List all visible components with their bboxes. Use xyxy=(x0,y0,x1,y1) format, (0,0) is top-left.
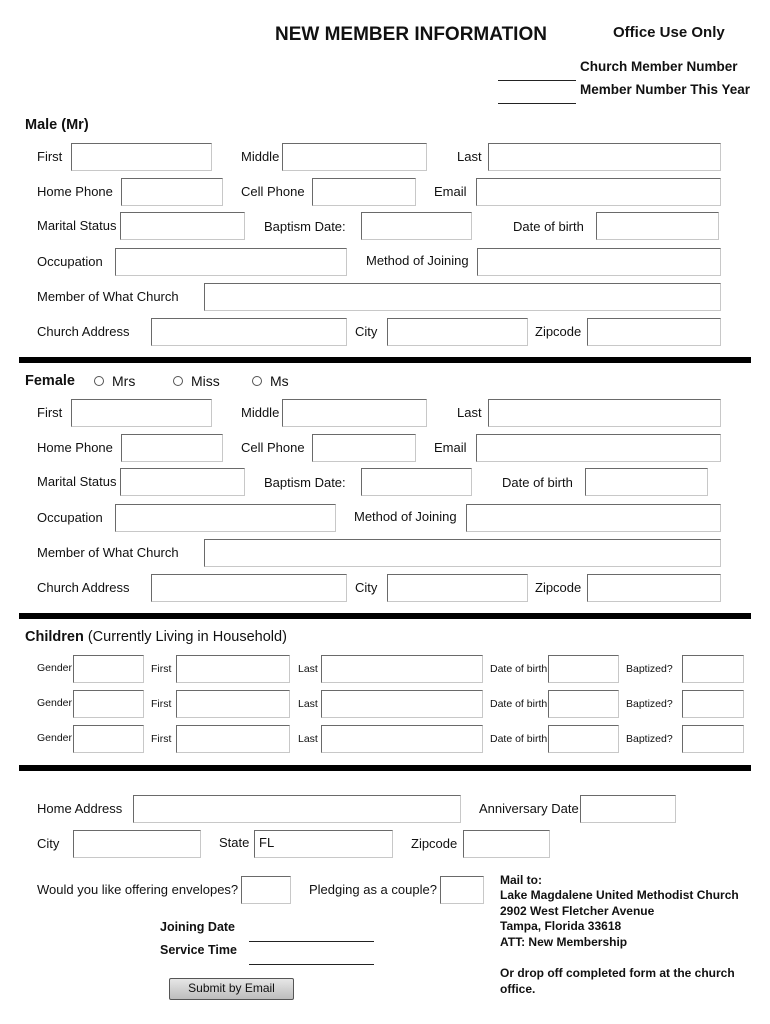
church-member-number-label: Church Member Number xyxy=(580,59,738,74)
child-dob-label: Date of birth xyxy=(490,663,548,675)
male-method-of-joining-input[interactable] xyxy=(477,248,721,276)
household-state-label: State xyxy=(219,835,250,850)
female-marital-status-input[interactable] xyxy=(120,468,245,496)
child-gender-label: Gender xyxy=(37,662,73,674)
male-email-input[interactable] xyxy=(476,178,721,206)
male-church-address-label: Church Address xyxy=(37,324,130,339)
child-baptized-label: Baptized? xyxy=(626,733,673,745)
household-zipcode-input[interactable] xyxy=(463,830,550,858)
household-zipcode-label: Zipcode xyxy=(411,836,458,851)
female-middle-label: Middle xyxy=(241,405,280,420)
male-last-label: Last xyxy=(457,149,482,164)
child-last-input[interactable] xyxy=(321,655,483,683)
child-baptized-label: Baptized? xyxy=(626,663,673,675)
children-subtitle: (Currently Living in Household) xyxy=(87,629,287,645)
radio-circle-icon[interactable] xyxy=(94,376,104,386)
female-cell-phone-input[interactable] xyxy=(312,434,416,462)
service-time-label: Service Time xyxy=(160,943,237,957)
mail-dropoff-note: Or drop off completed form at the church xyxy=(500,966,735,980)
female-church-address-input[interactable] xyxy=(151,574,347,602)
page-title: NEW MEMBER INFORMATION xyxy=(275,24,547,45)
section-divider-1 xyxy=(19,357,751,363)
male-zipcode-input[interactable] xyxy=(587,318,721,346)
service-time-line[interactable] xyxy=(249,964,374,965)
female-marital-status-label: Marital Status xyxy=(37,474,117,489)
office-use-label: Office Use Only xyxy=(613,24,725,41)
female-occupation-input[interactable] xyxy=(115,504,336,532)
child-baptized-label: Baptized? xyxy=(626,698,673,710)
child-last-label: Last xyxy=(298,733,318,745)
female-method-of-joining-label: Method of Joining xyxy=(354,509,457,524)
male-city-input[interactable] xyxy=(387,318,528,346)
male-church-address-input[interactable] xyxy=(151,318,347,346)
male-member-of-church-label: Member of What Church xyxy=(37,289,179,304)
female-radio-miss[interactable] xyxy=(173,373,220,389)
child-gender-input[interactable] xyxy=(73,690,144,718)
female-radio-mrs[interactable] xyxy=(94,373,135,389)
child-dob-label: Date of birth xyxy=(490,698,548,710)
child-dob-input[interactable] xyxy=(548,690,619,718)
home-address-label: Home Address xyxy=(37,801,123,816)
offering-envelopes-input[interactable] xyxy=(241,876,291,904)
female-dob-label: Date of birth xyxy=(502,475,573,490)
pledging-couple-label: Pledging as a couple? xyxy=(309,882,437,897)
female-cell-phone-label: Cell Phone xyxy=(241,440,305,455)
male-email-label: Email xyxy=(434,184,467,199)
radio-label-miss: Miss xyxy=(191,373,220,389)
home-address-input[interactable] xyxy=(133,795,461,823)
radio-circle-icon[interactable] xyxy=(173,376,183,386)
child-gender-label: Gender xyxy=(37,732,73,744)
mail-to-label: Mail to: xyxy=(500,873,542,887)
female-method-of-joining-input[interactable] xyxy=(466,504,721,532)
member-number-this-year-line[interactable] xyxy=(498,103,576,104)
children-section-title xyxy=(25,629,287,645)
mail-city-state: Tampa, Florida 33618 xyxy=(500,919,622,933)
household-city-label: City xyxy=(37,836,60,851)
male-section-title: Male (Mr) xyxy=(25,117,89,133)
child-last-label: Last xyxy=(298,698,318,710)
female-home-phone-label: Home Phone xyxy=(37,440,113,455)
male-middle-label: Middle xyxy=(241,149,280,164)
church-member-number-line[interactable] xyxy=(498,80,576,81)
submit-by-email-button[interactable]: Submit by Email xyxy=(169,978,294,1000)
male-home-phone-label: Home Phone xyxy=(37,184,113,199)
female-last-input[interactable] xyxy=(488,399,721,427)
mail-street: 2902 West Fletcher Avenue xyxy=(500,904,655,918)
child-baptized-input[interactable] xyxy=(682,725,744,753)
female-occupation-label: Occupation xyxy=(37,510,103,525)
female-email-input[interactable] xyxy=(476,434,721,462)
female-city-input[interactable] xyxy=(387,574,528,602)
female-baptism-date-input[interactable] xyxy=(361,468,472,496)
offering-envelopes-label: Would you like offering envelopes? xyxy=(37,882,239,897)
female-home-phone-input[interactable] xyxy=(121,434,223,462)
female-city-label: City xyxy=(355,580,378,595)
pledging-couple-input[interactable] xyxy=(440,876,484,904)
child-gender-input[interactable] xyxy=(73,655,144,683)
child-gender-input[interactable] xyxy=(73,725,144,753)
male-zipcode-label: Zipcode xyxy=(535,324,582,339)
section-divider-2 xyxy=(19,613,751,619)
female-zipcode-input[interactable] xyxy=(587,574,721,602)
male-middle-input[interactable] xyxy=(282,143,427,171)
child-dob-input[interactable] xyxy=(548,655,619,683)
male-last-input[interactable] xyxy=(488,143,721,171)
female-member-of-church-label: Member of What Church xyxy=(37,545,179,560)
child-last-input[interactable] xyxy=(321,725,483,753)
male-cell-phone-label: Cell Phone xyxy=(241,184,305,199)
male-home-phone-input[interactable] xyxy=(121,178,223,206)
male-marital-status-input[interactable] xyxy=(120,212,245,240)
female-radio-ms[interactable] xyxy=(252,373,289,389)
female-zipcode-label: Zipcode xyxy=(535,580,582,595)
male-method-of-joining-label: Method of Joining xyxy=(366,253,469,268)
children-title: Children xyxy=(25,629,84,645)
male-city-label: City xyxy=(355,324,378,339)
child-baptized-input[interactable] xyxy=(682,690,744,718)
male-baptism-date-label: Baptism Date: xyxy=(264,219,346,234)
female-church-address-label: Church Address xyxy=(37,580,130,595)
child-dob-label: Date of birth xyxy=(490,733,548,745)
child-baptized-input[interactable] xyxy=(682,655,744,683)
child-last-label: Last xyxy=(298,663,318,675)
anniversary-date-input[interactable] xyxy=(580,795,676,823)
child-gender-label: Gender xyxy=(37,697,73,709)
section-divider-3 xyxy=(19,765,751,771)
child-last-input[interactable] xyxy=(321,690,483,718)
mail-church-name: Lake Magdalene United Methodist Church xyxy=(500,888,739,902)
joining-date-line[interactable] xyxy=(249,941,374,942)
male-cell-phone-input[interactable] xyxy=(312,178,416,206)
child-first-label: First xyxy=(151,698,172,710)
female-first-input[interactable] xyxy=(71,399,212,427)
anniversary-date-label: Anniversary Date xyxy=(479,801,579,816)
male-marital-status-label: Marital Status xyxy=(37,218,117,233)
child-first-input[interactable] xyxy=(176,725,290,753)
female-last-label: Last xyxy=(457,405,482,420)
radio-circle-icon[interactable] xyxy=(252,376,262,386)
male-occupation-label: Occupation xyxy=(37,254,103,269)
household-state-input[interactable]: FL xyxy=(254,830,393,858)
male-dob-input[interactable] xyxy=(596,212,719,240)
male-baptism-date-input[interactable] xyxy=(361,212,472,240)
radio-label-mrs: Mrs xyxy=(112,373,136,389)
child-first-input[interactable] xyxy=(176,655,290,683)
male-member-of-church-input[interactable] xyxy=(204,283,721,311)
mail-attention: ATT: New Membership xyxy=(500,935,628,949)
female-email-label: Email xyxy=(434,440,467,455)
female-first-label: First xyxy=(37,405,63,420)
child-first-label: First xyxy=(151,733,172,745)
female-dob-input[interactable] xyxy=(585,468,708,496)
mail-dropoff-note-cont: office. xyxy=(500,982,536,996)
male-first-label: First xyxy=(37,149,63,164)
child-dob-input[interactable] xyxy=(548,725,619,753)
radio-label-ms: Ms xyxy=(270,373,289,389)
member-number-this-year-label: Member Number This Year xyxy=(580,82,751,97)
male-first-input[interactable] xyxy=(71,143,212,171)
female-member-of-church-input[interactable] xyxy=(204,539,721,567)
male-dob-label: Date of birth xyxy=(513,219,584,234)
female-baptism-date-label: Baptism Date: xyxy=(264,475,346,490)
child-first-input[interactable] xyxy=(176,690,290,718)
male-occupation-input[interactable] xyxy=(115,248,347,276)
joining-date-label: Joining Date xyxy=(160,920,236,934)
household-city-input[interactable] xyxy=(73,830,201,858)
female-middle-input[interactable] xyxy=(282,399,427,427)
female-section-title: Female xyxy=(25,373,75,389)
child-first-label: First xyxy=(151,663,172,675)
